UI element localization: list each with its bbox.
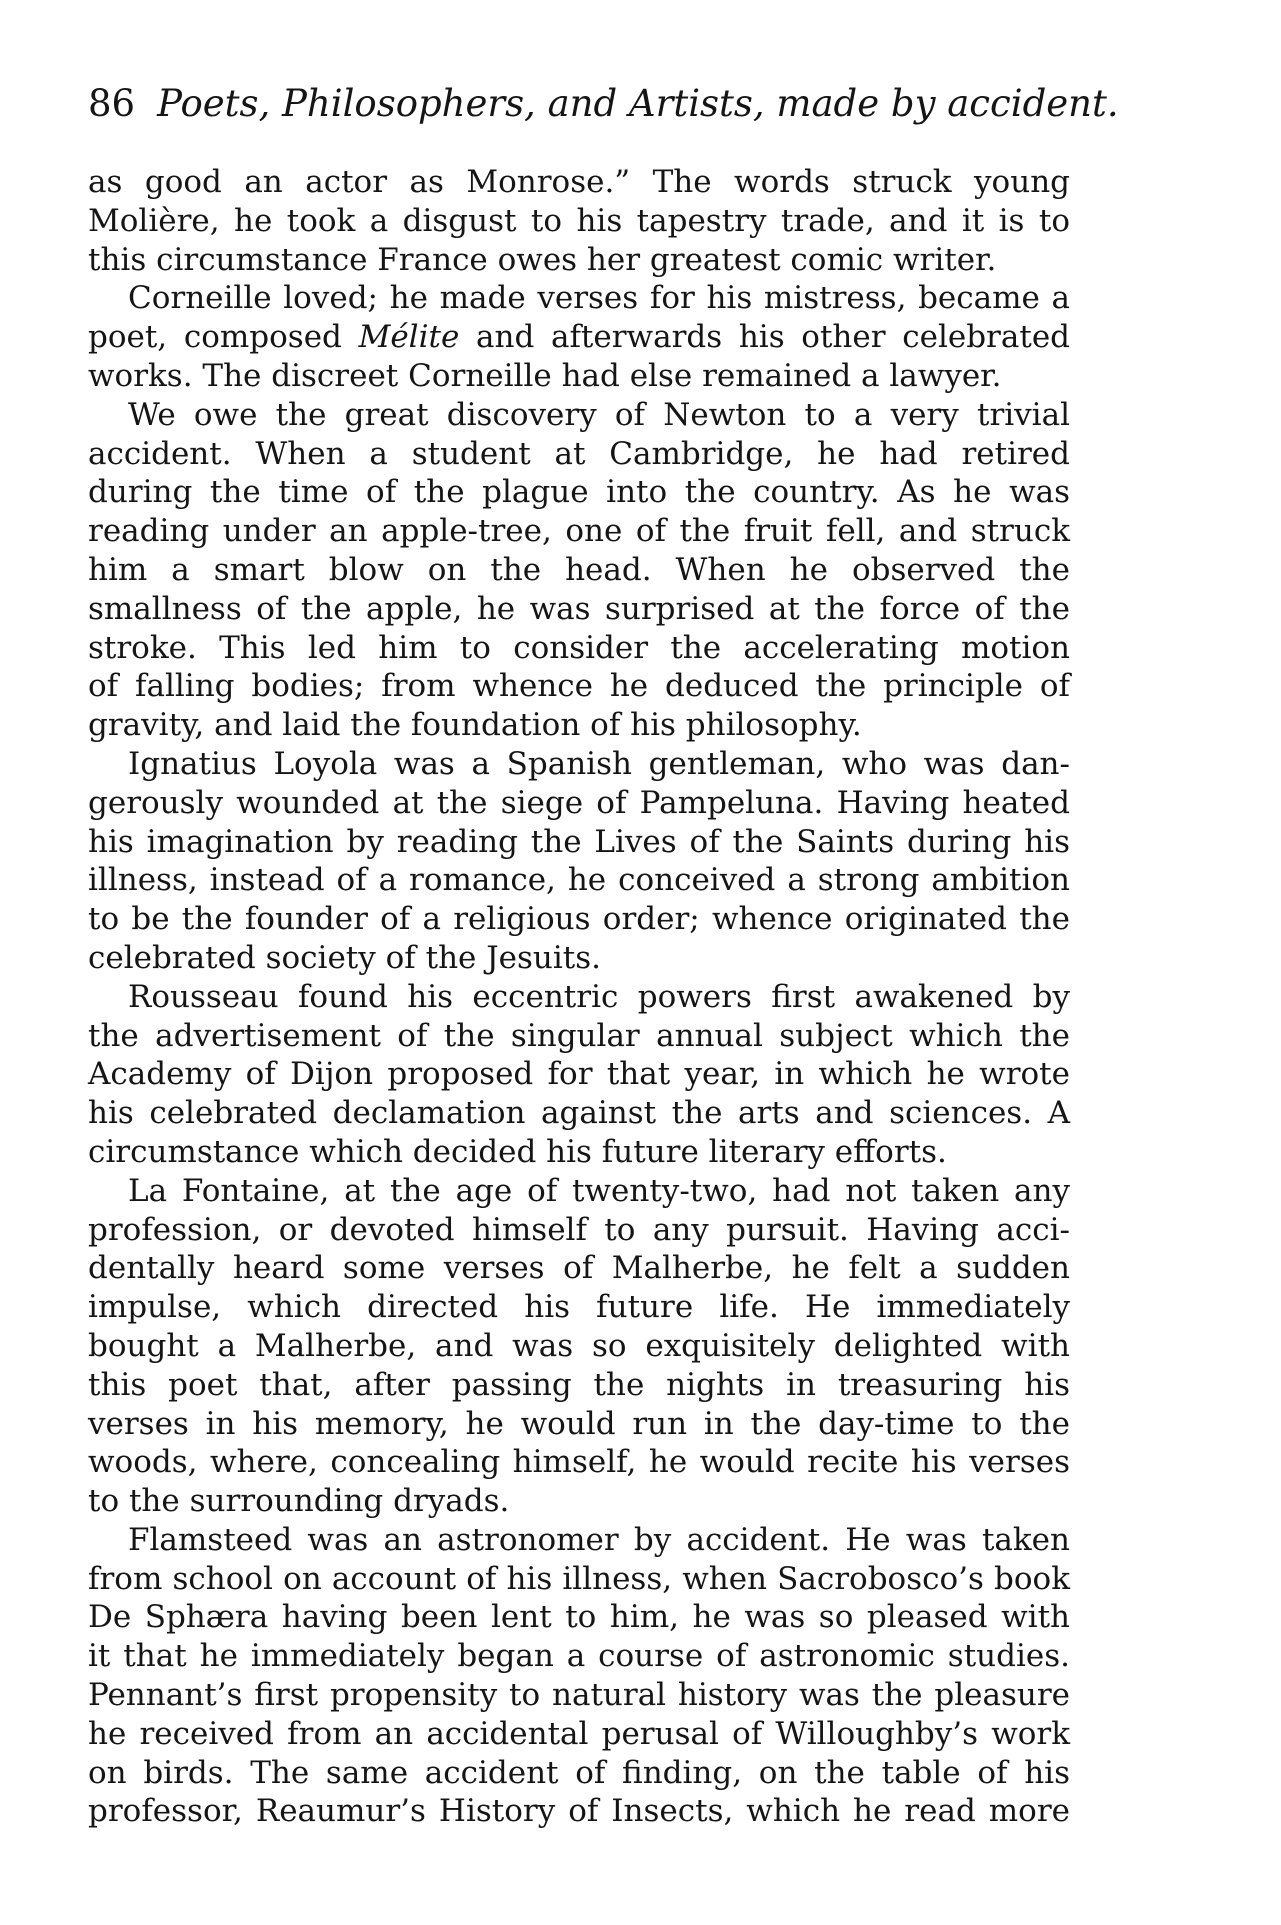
text-line: he received from an accidental perusal of Willoughby’s work <box>88 1715 1070 1752</box>
text-line: Molière, he took a disgust to his tapestry trade, and it is to <box>88 202 1070 239</box>
text-line: his celebrated declamation against the arts and sciences. A <box>88 1095 1070 1132</box>
line-segment: poet, composed <box>88 319 359 356</box>
text-line: verses in his memory, he would run in the day-time to the <box>88 1405 1070 1442</box>
text-line: gravity, and laid the foundation of his philosophy. <box>88 707 862 744</box>
text-line: to be the founder of a religious order; whence originated the <box>88 901 1070 938</box>
text-line: woods, where, concealing himself, he would recite his verses <box>88 1444 1070 1481</box>
text-line: circumstance which decided his future literary efforts. <box>88 1133 947 1170</box>
text-line: smallness of the apple, he was surprised at the force of the <box>88 590 1070 627</box>
text-line: De Sphæra having been lent to him, he was so pleased with <box>88 1599 1070 1636</box>
text-line: reading under an apple-tree, one of the fruit fell, and struck <box>88 513 1070 550</box>
text-line: to the surrounding dryads. <box>88 1483 510 1520</box>
text-line: on birds. The same accident of finding, on the table of his <box>88 1754 1070 1791</box>
line-segment: and afterwards his other celebrated <box>459 319 1071 356</box>
text-line: works. The discreet Corneille had else remained a lawyer. <box>88 357 1002 394</box>
text-line: We owe the great discovery of Newton to a very trivial <box>128 396 1070 433</box>
text-line: professor, Reaumur’s History of Insects, which he read more <box>88 1793 1070 1830</box>
text-line: bought a Malherbe, and was so exquisitely delighted with <box>88 1327 1070 1364</box>
text-line: profession, or devoted himself to any pursuit. Having acci- <box>88 1211 1070 1248</box>
text-line: gerously wounded at the siege of Pampeluna. Having heated <box>88 784 1070 821</box>
text-line: the advertisement of the singular annual subject which the <box>88 1017 1070 1054</box>
text-line: Pennant’s first propensity to natural history was the pleasure <box>88 1677 1070 1714</box>
text-line: dentally heard some verses of Malherbe, he felt a sudden <box>88 1250 1070 1287</box>
italic-title: Mélite <box>358 319 460 356</box>
text-line: stroke. This led him to consider the accelerating motion <box>88 629 1070 666</box>
text-line: it that he immediately began a course of astronomic studies. <box>88 1638 1070 1675</box>
text-line: his imagination by reading the Lives of the Saints during his <box>88 823 1070 860</box>
text-line: impulse, which directed his future life. He immediately <box>88 1289 1070 1326</box>
text-line: Rousseau found his eccentric powers first awakened by <box>128 978 1070 1015</box>
text-line: this circumstance France owes her greatest comic writer. <box>88 241 997 278</box>
text-line <box>88 318 1070 357</box>
text-line: from school on account of his illness, when Sacrobosco’s book <box>88 1560 1070 1597</box>
text-line: illness, instead of a romance, he conceived a strong ambition <box>88 862 1070 899</box>
text-line: of falling bodies; from whence he deduced the principle of <box>88 668 1070 705</box>
text-line: Ignatius Loyola was a Spanish gentleman, who was dan- <box>128 745 1070 782</box>
text-line: him a smart blow on the head. When he observed the <box>88 551 1070 588</box>
text-line: Academy of Dijon proposed for that year, in which he wrote <box>88 1056 1070 1093</box>
text-line: as good an actor as Monrose.” The words struck young <box>88 164 1070 200</box>
text-line: La Fontaine, at the age of twenty-two, had not taken any <box>128 1172 1070 1209</box>
text-line: Flamsteed was an astronomer by accident. He was taken <box>128 1521 1070 1558</box>
page-number: 86 <box>88 82 136 125</box>
body-text <box>88 163 1070 1831</box>
running-title: Poets, Philosophers, and Artists, made by accident. <box>157 82 1119 125</box>
text-line: accident. When a student at Cambridge, he had retired <box>88 435 1070 472</box>
text-line: during the time of the plague into the country. As he was <box>88 474 1070 511</box>
text-line: this poet that, after passing the nights in treasuring his <box>88 1366 1070 1403</box>
running-head <box>88 80 1119 128</box>
text-line: Corneille loved; he made verses for his mistress, became a <box>128 280 1070 317</box>
text-line: celebrated society of the Jesuits. <box>88 939 602 976</box>
